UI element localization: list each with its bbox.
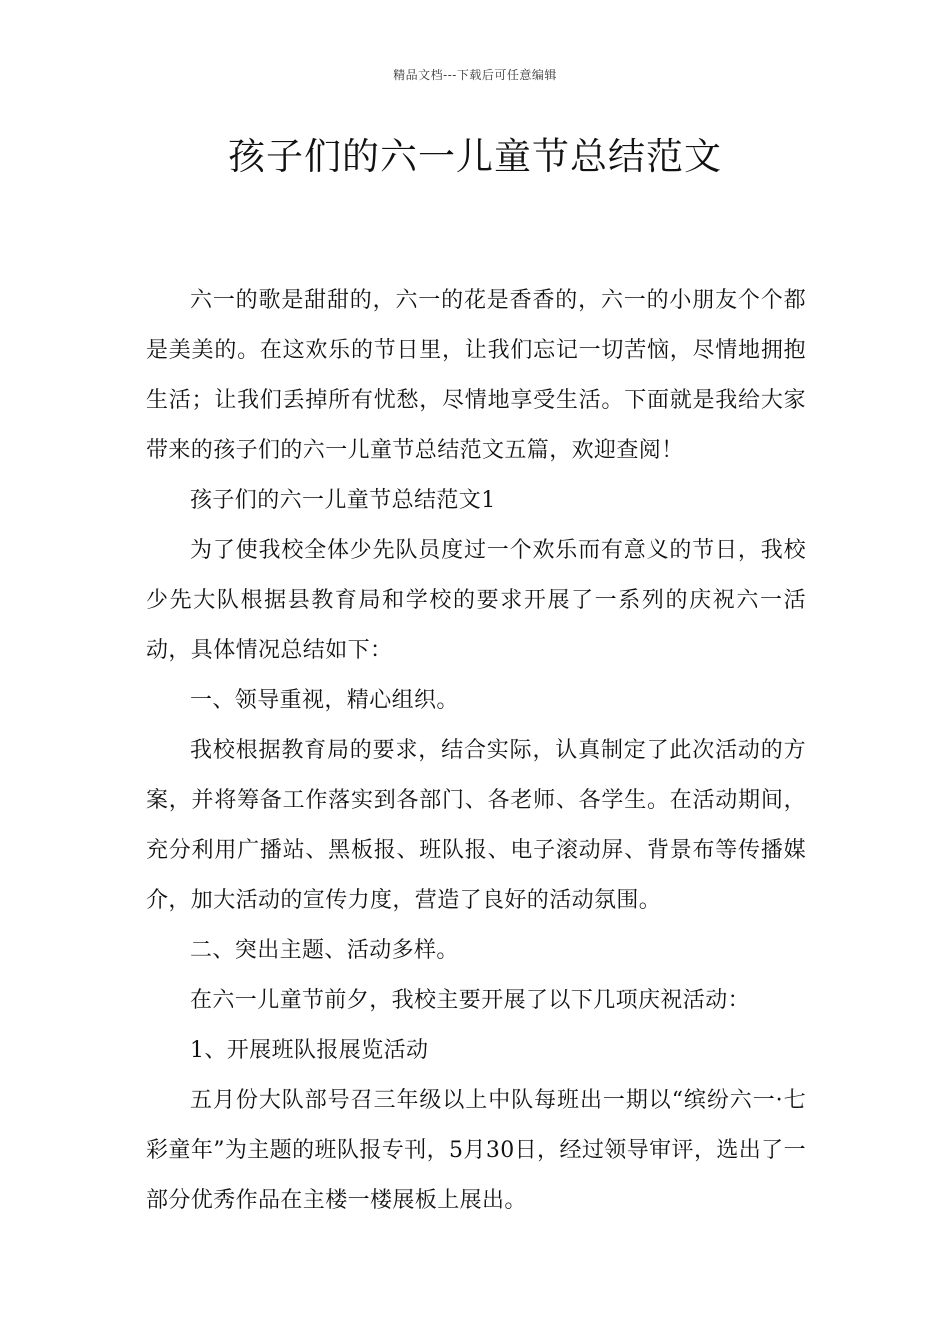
paragraph-purpose: 为了使我校全体少先队员度过一个欢乐而有意义的节日，我校少先大队根据县教育局和学校的要求开展了一系列的庆祝六一活动，具体情况总结如下： [146,538,806,663]
paragraph-activities-intro: 在六一儿童节前夕，我校主要开展了以下几项庆祝活动： [190,988,751,1013]
subheading-themes: 二、突出主题、活动多样。 [190,938,459,963]
document-title: 孩子们的六一儿童节总结范文 [228,135,722,178]
document-body [146,276,806,1226]
paragraph-organization: 我校根据教育局的要求，结合实际，认真制定了此次活动的方案，并将筹备工作落实到各部门、各老师、各学生。在活动期间，充分利用广播站、黑板报、班队报、电子滚动屏、背景布等传播媒介，加大活动的宣传力度，营造了良好的活动氛围。 [146,738,806,913]
subheading-exhibition: 1、开展班队报展览活动 [190,1038,429,1063]
section-heading-1: 孩子们的六一儿童节总结范文1 [190,488,496,513]
header-note: 精品文档---下载后可任意编辑 [393,68,557,82]
paragraph-exhibition: 五月份大队部号召三年级以上中队每班出一期以“缤纷六一·七彩童年”为主题的班队报专刊，5月30日，经过领导审评，选出了一部分优秀作品在主楼一楼展板上展出。 [146,1088,806,1213]
subheading-leadership: 一、领导重视，精心组织。 [190,688,459,713]
intro-paragraph: 六一的歌是甜甜的，六一的花是香香的，六一的小朋友个个都是美美的。在这欢乐的节日里，让我们忘记一切苦恼，尽情地拥抱生活；让我们丢掉所有忧愁，尽情地享受生活。下面就是我给大家带来的孩子们的六一儿童节总结范文五篇，欢迎查阅！ [146,288,806,463]
